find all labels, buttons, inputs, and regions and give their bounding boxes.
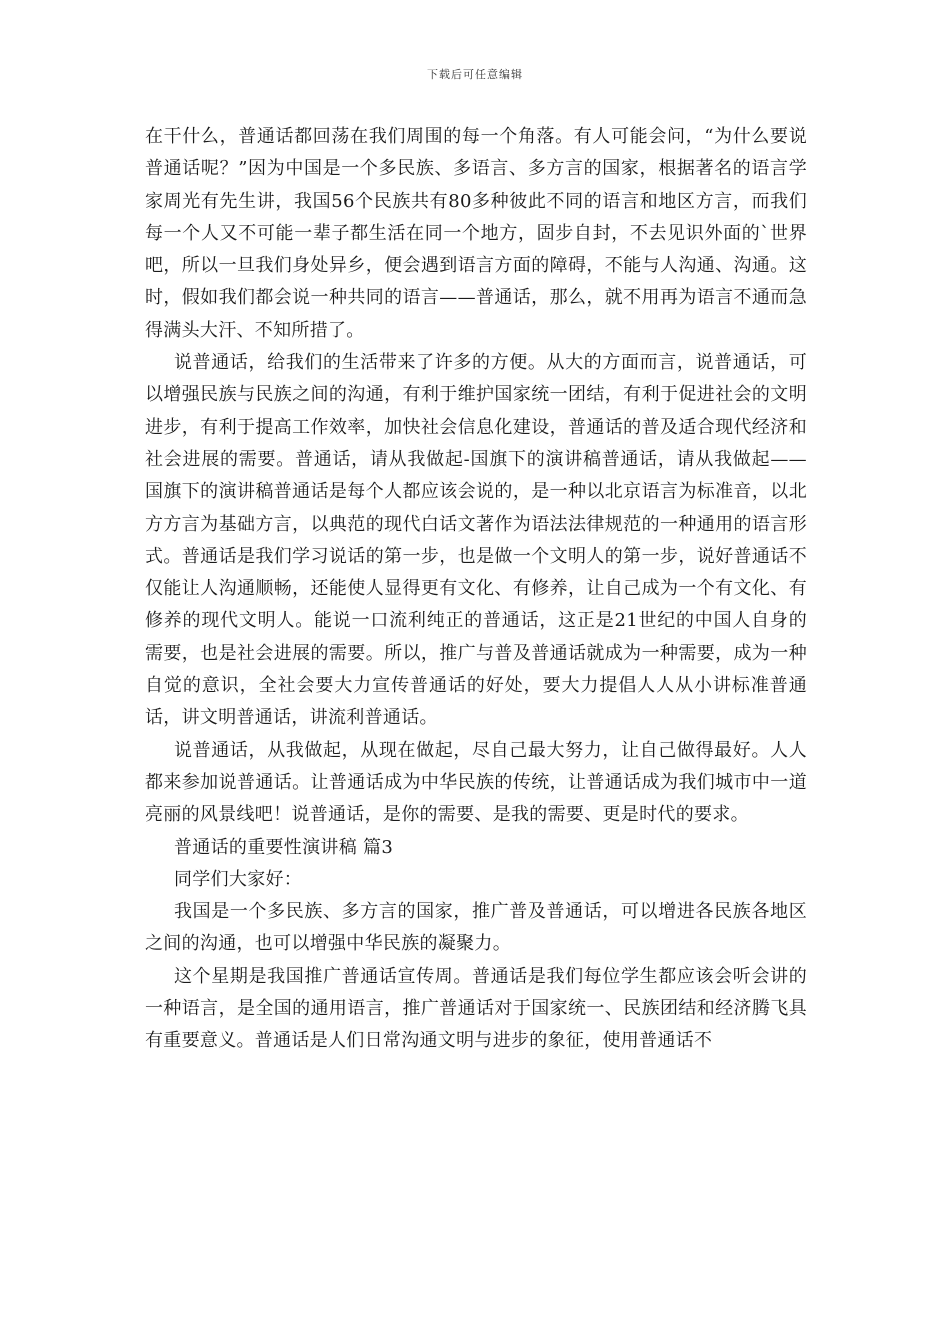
paragraph-continuation: 在干什么，普通话都回荡在我们周围的每一个角落。有人可能会问，“为什么要说普通话呢？”因为中国是一个多民族、多语言、多方言的国家，根据著名的语言学家周光有先生讲，我国56个民族共有80多种彼此不同的语言和地区方言，而我们每一个人又不可能一辈子都生活在同一个地方，固步自封，不去见识外面的`世界吧，所以一旦我们身处异乡，便会遇到语言方面的障碍，不能与人沟通、沟通。这时，假如我们都会说一种共同的语言——普通话，那么，就不用再为语言不通而急得满头大汗、不知所措了。 <box>145 126 807 341</box>
paragraph-promotion-week: 这个星期是我国推广普通话宣传周。普通话是我们每位学生都应该会听会讲的一种语言，是全国的通用语言，推广普通话对于国家统一、民族团结和经济腾飞具有重要意义。普通话是人们日常沟通文明与进步的象征，使用普通话不 <box>145 965 807 1052</box>
document-body <box>145 121 807 1058</box>
section-heading: 普通话的重要性演讲稿 篇3 <box>174 836 394 858</box>
page-header-note: 下载后可任意编辑 <box>427 68 523 81</box>
paragraph-call-to-action: 说普通话，从我做起，从现在做起，尽自己最大努力，让自己做得最好。人人都来参加说普通话。让普通话成为中华民族的传统，让普通话成为我们城市中一道亮丽的风景线吧！说普通话，是你的需要、是我的需要、更是时代的要求。 <box>145 739 807 826</box>
paragraph-intro: 我国是一个多民族、多方言的国家，推广普及普通话，可以增进各民族各地区之间的沟通，也可以增强中华民族的凝聚力。 <box>145 901 807 955</box>
paragraph-benefits: 说普通话，给我们的生活带来了许多的方便。从大的方面而言，说普通话，可以增强民族与民族之间的沟通，有利于维护国家统一团结，有利于促进社会的文明进步，有利于提高工作效率，加快社会信息化建设，普通话的普及适合现代经济和社会进展的需要。普通话，请从我做起-国旗下的演讲稿普通话，请从我做起——国旗下的演讲稿普通话是每个人都应该会说的，是一种以北京语言为标准音，以北方方言为基础方言，以典范的现代白话文著作为语法法律规范的一种通用的语言形式。普通话是我们学习说话的第一步，也是做一个文明人的第一步，说好普通话不仅能让人沟通顺畅，还能使人显得更有文化、有修养，让自己成为一个有文化、有修养的现代文明人。能说一口流利纯正的普通话，这正是21世纪的中国人自身的需要，也是社会进展的需要。所以，推广与普及普通话就成为一种需要，成为一种自觉的意识，全社会要大力宣传普通话的好处，要大力提倡人人从小讲标准普通话，讲文明普通话，讲流利普通话。 <box>145 352 807 729</box>
greeting: 同学们大家好： <box>174 868 303 890</box>
